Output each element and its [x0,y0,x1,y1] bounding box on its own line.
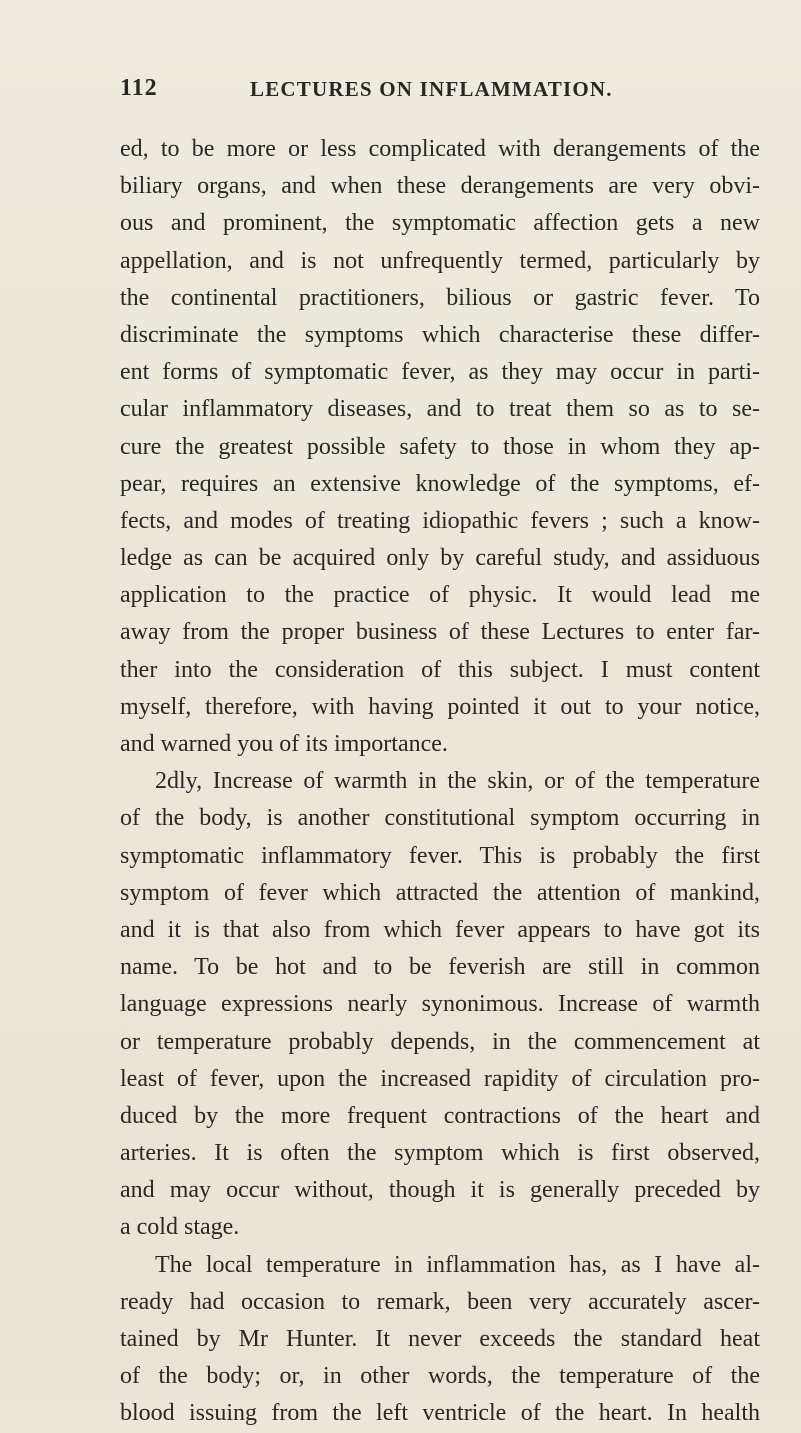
text-line: or temperature probably depends, in the commencement at [120,1028,760,1055]
text-line: The local temperature in inflammation has, as I have al- [155,1251,760,1278]
text-line: ther into the consideration of this subject. I must content [120,656,760,683]
text-line: 2dly, Increase of warmth in the skin, or of the temperature [155,768,760,795]
text-line: arteries. It is often the symptom which is first observed, [120,1140,760,1167]
text-line: appellation, and is not unfrequently termed, particularly by [120,247,760,274]
text-line: fects, and modes of treating idiopathic fevers ; such a know- [120,507,760,534]
text-line: and it is that also from which fever appears to have got its [120,916,760,943]
text-line: name. To be hot and to be feverish are still in common [120,954,760,981]
text-line: ed, to be more or less complicated with derangements of the [120,136,760,162]
body-text [120,131,760,1433]
text-line: symptom of fever which attracted the attention of mankind, [120,879,760,906]
text-line: away from the proper business of these Lectures to enter far- [120,619,760,646]
text-line: of the body, is another constitutional symptom occurring in [120,805,760,832]
text-line: ous and prominent, the symptomatic affection gets a new [120,210,760,237]
text-line: of the body; or, in other words, the temperature of the [120,1363,760,1390]
text-line: tained by Mr Hunter. It never exceeds the standard heat [120,1326,760,1352]
text-line: discriminate the symptoms which characterise these differ- [120,321,760,348]
text-line: pear, requires an extensive knowledge of the symptoms, ef- [120,470,760,497]
running-title: LECTURES ON INFLAMMATION. [250,77,613,101]
text-line: and may occur without, though it is generally preceded by [120,1177,760,1204]
text-line: symptomatic inflammatory fever. This is probably the first [120,842,760,869]
text-line: myself, therefore, with having pointed it out to your notice, [120,693,760,720]
text-line: ready had occasion to remark, been very accurately ascer- [120,1288,760,1315]
page-number: 112 [120,75,158,101]
text-line: and warned you of its importance. [120,731,448,757]
text-line: biliary organs, and when these derangements are very obvi- [120,173,760,200]
text-line: cure the greatest possible safety to those in whom they ap- [120,433,760,460]
text-line: least of fever, upon the increased rapidity of circulation pro- [120,1065,760,1092]
text-line: duced by the more frequent contractions of the heart and [120,1102,760,1129]
text-line: language expressions nearly synonimous. Increase of warmth [120,991,760,1018]
text-line: the continental practitioners, bilious or gastric fever. To [120,284,760,311]
text-line: application to the practice of physic. It would lead me [120,582,760,609]
running-head [120,75,780,115]
text-line: blood issuing from the left ventricle of the heart. In health [120,1400,760,1427]
text-line: a cold stage. [120,1214,240,1241]
text-line: ledge as can be acquired only by careful study, and assiduous [120,545,760,572]
text-line: cular inflammatory diseases, and to treat them so as to se- [120,396,760,423]
text-line: ent forms of symptomatic fever, as they may occur in parti- [120,359,760,386]
